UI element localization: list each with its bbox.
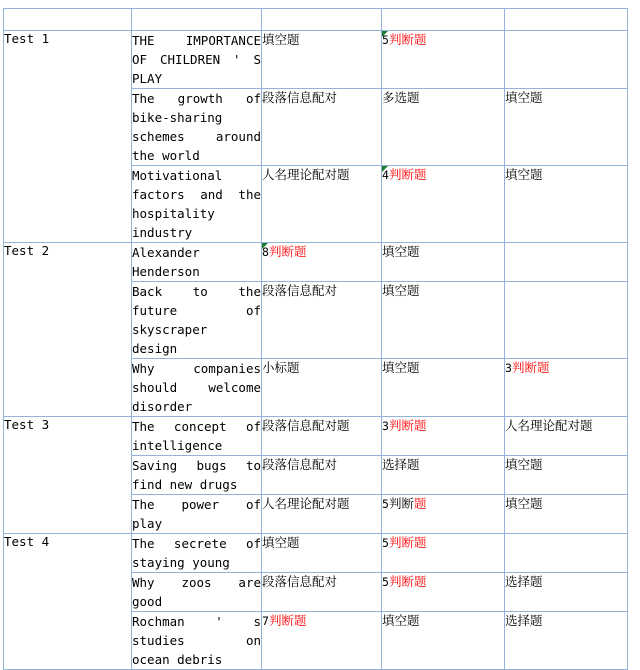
cell-article-title[interactable]: [132, 166, 262, 243]
article-title-line: Why companies: [132, 361, 261, 376]
question-type-label: 段落信息配对: [262, 283, 338, 298]
question-type-label: 人名理论配对题: [505, 418, 593, 433]
table-header-row: [4, 9, 628, 31]
col-type-3[interactable]: [505, 9, 628, 31]
question-count: 3: [505, 361, 512, 375]
article-title-line: PLAY: [132, 71, 163, 86]
question-type-label: 填空题: [382, 283, 420, 298]
question-type-label: 段落信息配对: [262, 90, 338, 105]
table-row: [4, 243, 628, 282]
cell-type2[interactable]: [382, 612, 505, 670]
article-title-line: THE IMPORTANCE: [132, 33, 261, 48]
question-type-label: 判断题: [511, 360, 550, 375]
article-title-line: Why zoos are: [132, 575, 261, 590]
question-type-label: 填空题: [382, 613, 420, 628]
cell-type1[interactable]: [262, 31, 382, 89]
table-row: [4, 31, 628, 89]
cell-type3[interactable]: [505, 534, 628, 573]
cell-type2[interactable]: [382, 166, 505, 243]
cell-exam-name[interactable]: [4, 534, 132, 670]
column-header-index: 3: [529, 12, 537, 25]
article-title-line: intelligence: [132, 438, 223, 453]
article-title-line: disorder: [132, 399, 193, 414]
cell-article-title[interactable]: [132, 573, 262, 612]
cell-article-title[interactable]: [132, 243, 262, 282]
article-title-line: staying young: [132, 555, 230, 570]
article-title-line: design: [132, 341, 178, 356]
question-type-label: 段落信息配对题: [262, 418, 350, 433]
cell-article-title[interactable]: [132, 495, 262, 534]
article-title-line: Henderson: [132, 264, 200, 279]
question-type-label: 判断题: [268, 244, 307, 259]
cell-type3[interactable]: [505, 359, 628, 417]
col-type-1[interactable]: [262, 9, 382, 31]
question-type-label: 填空题: [262, 32, 300, 47]
article-title-line: OF CHILDREN ' S: [132, 52, 261, 67]
question-type-label: 段落信息配对: [262, 457, 338, 472]
cell-article-title[interactable]: [132, 282, 262, 359]
question-type-label: 人名理论配对题: [262, 496, 350, 511]
question-type-label: 多选题: [382, 90, 420, 105]
column-header-index: 2: [406, 12, 414, 25]
article-title-line: Rochman ' s: [132, 614, 261, 629]
article-title-line: play: [132, 516, 163, 531]
article-title-line: find new drugs: [132, 477, 238, 492]
article-title-line: Alexander: [132, 245, 200, 260]
table-body: [4, 31, 628, 670]
cell-type1[interactable]: [262, 456, 382, 495]
cell-type3[interactable]: [505, 282, 628, 359]
article-title-line: The secrete of: [132, 536, 261, 551]
cell-exam-name[interactable]: [4, 243, 132, 417]
article-title-line: schemes around: [132, 129, 261, 144]
article-title-line: future of: [132, 303, 261, 318]
question-type-label: 选择题: [505, 613, 543, 628]
article-title-line: bike-sharing: [132, 110, 223, 125]
cell-type2[interactable]: [382, 534, 505, 573]
column-header-label: 试题: [4, 11, 29, 25]
cell-type2[interactable]: [382, 282, 505, 359]
question-count: 5: [382, 33, 389, 47]
question-type-label: 填空题: [505, 496, 543, 511]
cell-type2[interactable]: [382, 89, 505, 166]
cell-type3[interactable]: [505, 243, 628, 282]
cell-type1[interactable]: [262, 282, 382, 359]
article-title-line: The growth of: [132, 91, 261, 106]
cell-type1[interactable]: [262, 243, 382, 282]
cell-article-title[interactable]: [132, 417, 262, 456]
question-type-label: 填空题: [382, 244, 420, 259]
article-title-line: Saving bugs to: [132, 458, 261, 473]
cell-article-title[interactable]: [132, 31, 262, 89]
cell-exam-name[interactable]: [4, 31, 132, 243]
article-title-line: Motivational: [132, 168, 223, 183]
cell-article-title[interactable]: [132, 612, 262, 670]
article-title-line: The power of: [132, 497, 261, 512]
cell-article-title[interactable]: [132, 456, 262, 495]
question-type-label: 小标题: [262, 360, 300, 375]
cell-type2[interactable]: [382, 573, 505, 612]
cell-type1[interactable]: [262, 495, 382, 534]
cell-article-title[interactable]: [132, 534, 262, 573]
question-type-label: 填空题: [505, 457, 543, 472]
article-title-line: studies on: [132, 633, 261, 648]
question-type-label: 段落信息配对: [262, 574, 338, 589]
question-count: 8: [262, 245, 269, 259]
question-type-label: 判断题: [388, 418, 427, 433]
column-header-label: 题型: [382, 11, 407, 25]
question-type-label: 判断题: [268, 613, 307, 628]
article-title-line: The concept of: [132, 419, 261, 434]
question-count: 5: [382, 575, 389, 589]
question-count: 4: [382, 168, 389, 182]
question-count: 7: [262, 614, 269, 628]
article-title-line: factors and the: [132, 187, 261, 202]
column-header-label: 题型: [505, 11, 530, 25]
question-type-label: 填空题: [262, 535, 300, 550]
question-type-label: 填空题: [505, 90, 543, 105]
column-header-index: 1: [286, 12, 294, 25]
article-title-line: skyscraper: [132, 322, 208, 337]
question-type-label: 判断题: [388, 574, 427, 589]
article-title-line: ocean debris: [132, 652, 223, 667]
question-type-label: 判断: [388, 496, 414, 511]
question-count: 5: [382, 536, 389, 550]
cell-type1[interactable]: [262, 89, 382, 166]
cell-type3[interactable]: [505, 89, 628, 166]
cell-type2[interactable]: [382, 243, 505, 282]
question-type-label: 填空题: [382, 360, 420, 375]
cell-type2[interactable]: [382, 417, 505, 456]
article-title-line: good: [132, 594, 163, 609]
cell-type3[interactable]: [505, 456, 628, 495]
cell-type3[interactable]: [505, 417, 628, 456]
question-type-label: 选择题: [382, 457, 420, 472]
cell-article-title[interactable]: [132, 359, 262, 417]
article-title-line: Back to the: [132, 284, 261, 299]
cell-article-title[interactable]: [132, 89, 262, 166]
cell-type3[interactable]: [505, 612, 628, 670]
question-type-label: 判断题: [388, 535, 427, 550]
cell-type1[interactable]: [262, 573, 382, 612]
article-title-line: should welcome: [132, 380, 261, 395]
exam-name-label: Test 1: [4, 31, 50, 46]
cell-type3[interactable]: [505, 495, 628, 534]
table-row: [4, 534, 628, 573]
question-type-label: 判断题: [388, 32, 427, 47]
col-title[interactable]: [132, 9, 262, 31]
cell-type2[interactable]: [382, 456, 505, 495]
question-count: 3: [382, 419, 389, 433]
cell-type1[interactable]: [262, 359, 382, 417]
cell-type3[interactable]: [505, 31, 628, 89]
column-header-label: 题型: [262, 11, 287, 25]
question-type-label-suffix: 题: [413, 496, 427, 511]
cell-exam-name[interactable]: [4, 417, 132, 534]
question-type-label: 人名理论配对题: [262, 167, 350, 182]
cell-type1[interactable]: [262, 417, 382, 456]
col-type-2[interactable]: [382, 9, 505, 31]
article-title-line: industry: [132, 225, 193, 240]
cell-type2[interactable]: [382, 31, 505, 89]
table-row: [4, 417, 628, 456]
exam-question-type-table: [3, 8, 628, 670]
cell-type1[interactable]: [262, 534, 382, 573]
col-exam[interactable]: [4, 9, 132, 31]
question-type-label: 判断题: [388, 167, 427, 182]
article-title-line: the world: [132, 148, 200, 163]
question-count: 5: [382, 497, 389, 511]
cell-type1[interactable]: [262, 166, 382, 243]
cell-type2[interactable]: [382, 359, 505, 417]
cell-type3[interactable]: [505, 573, 628, 612]
exam-name-label: Test 3: [4, 417, 50, 432]
column-header-label: 标题: [132, 11, 157, 25]
question-type-label: 填空题: [505, 167, 543, 182]
article-title-line: hospitality: [132, 206, 215, 221]
exam-name-label: Test 2: [4, 243, 50, 258]
cell-type1[interactable]: [262, 612, 382, 670]
exam-name-label: Test 4: [4, 534, 50, 549]
cell-type2[interactable]: [382, 495, 505, 534]
cell-type3[interactable]: [505, 166, 628, 243]
question-type-label: 选择题: [505, 574, 543, 589]
